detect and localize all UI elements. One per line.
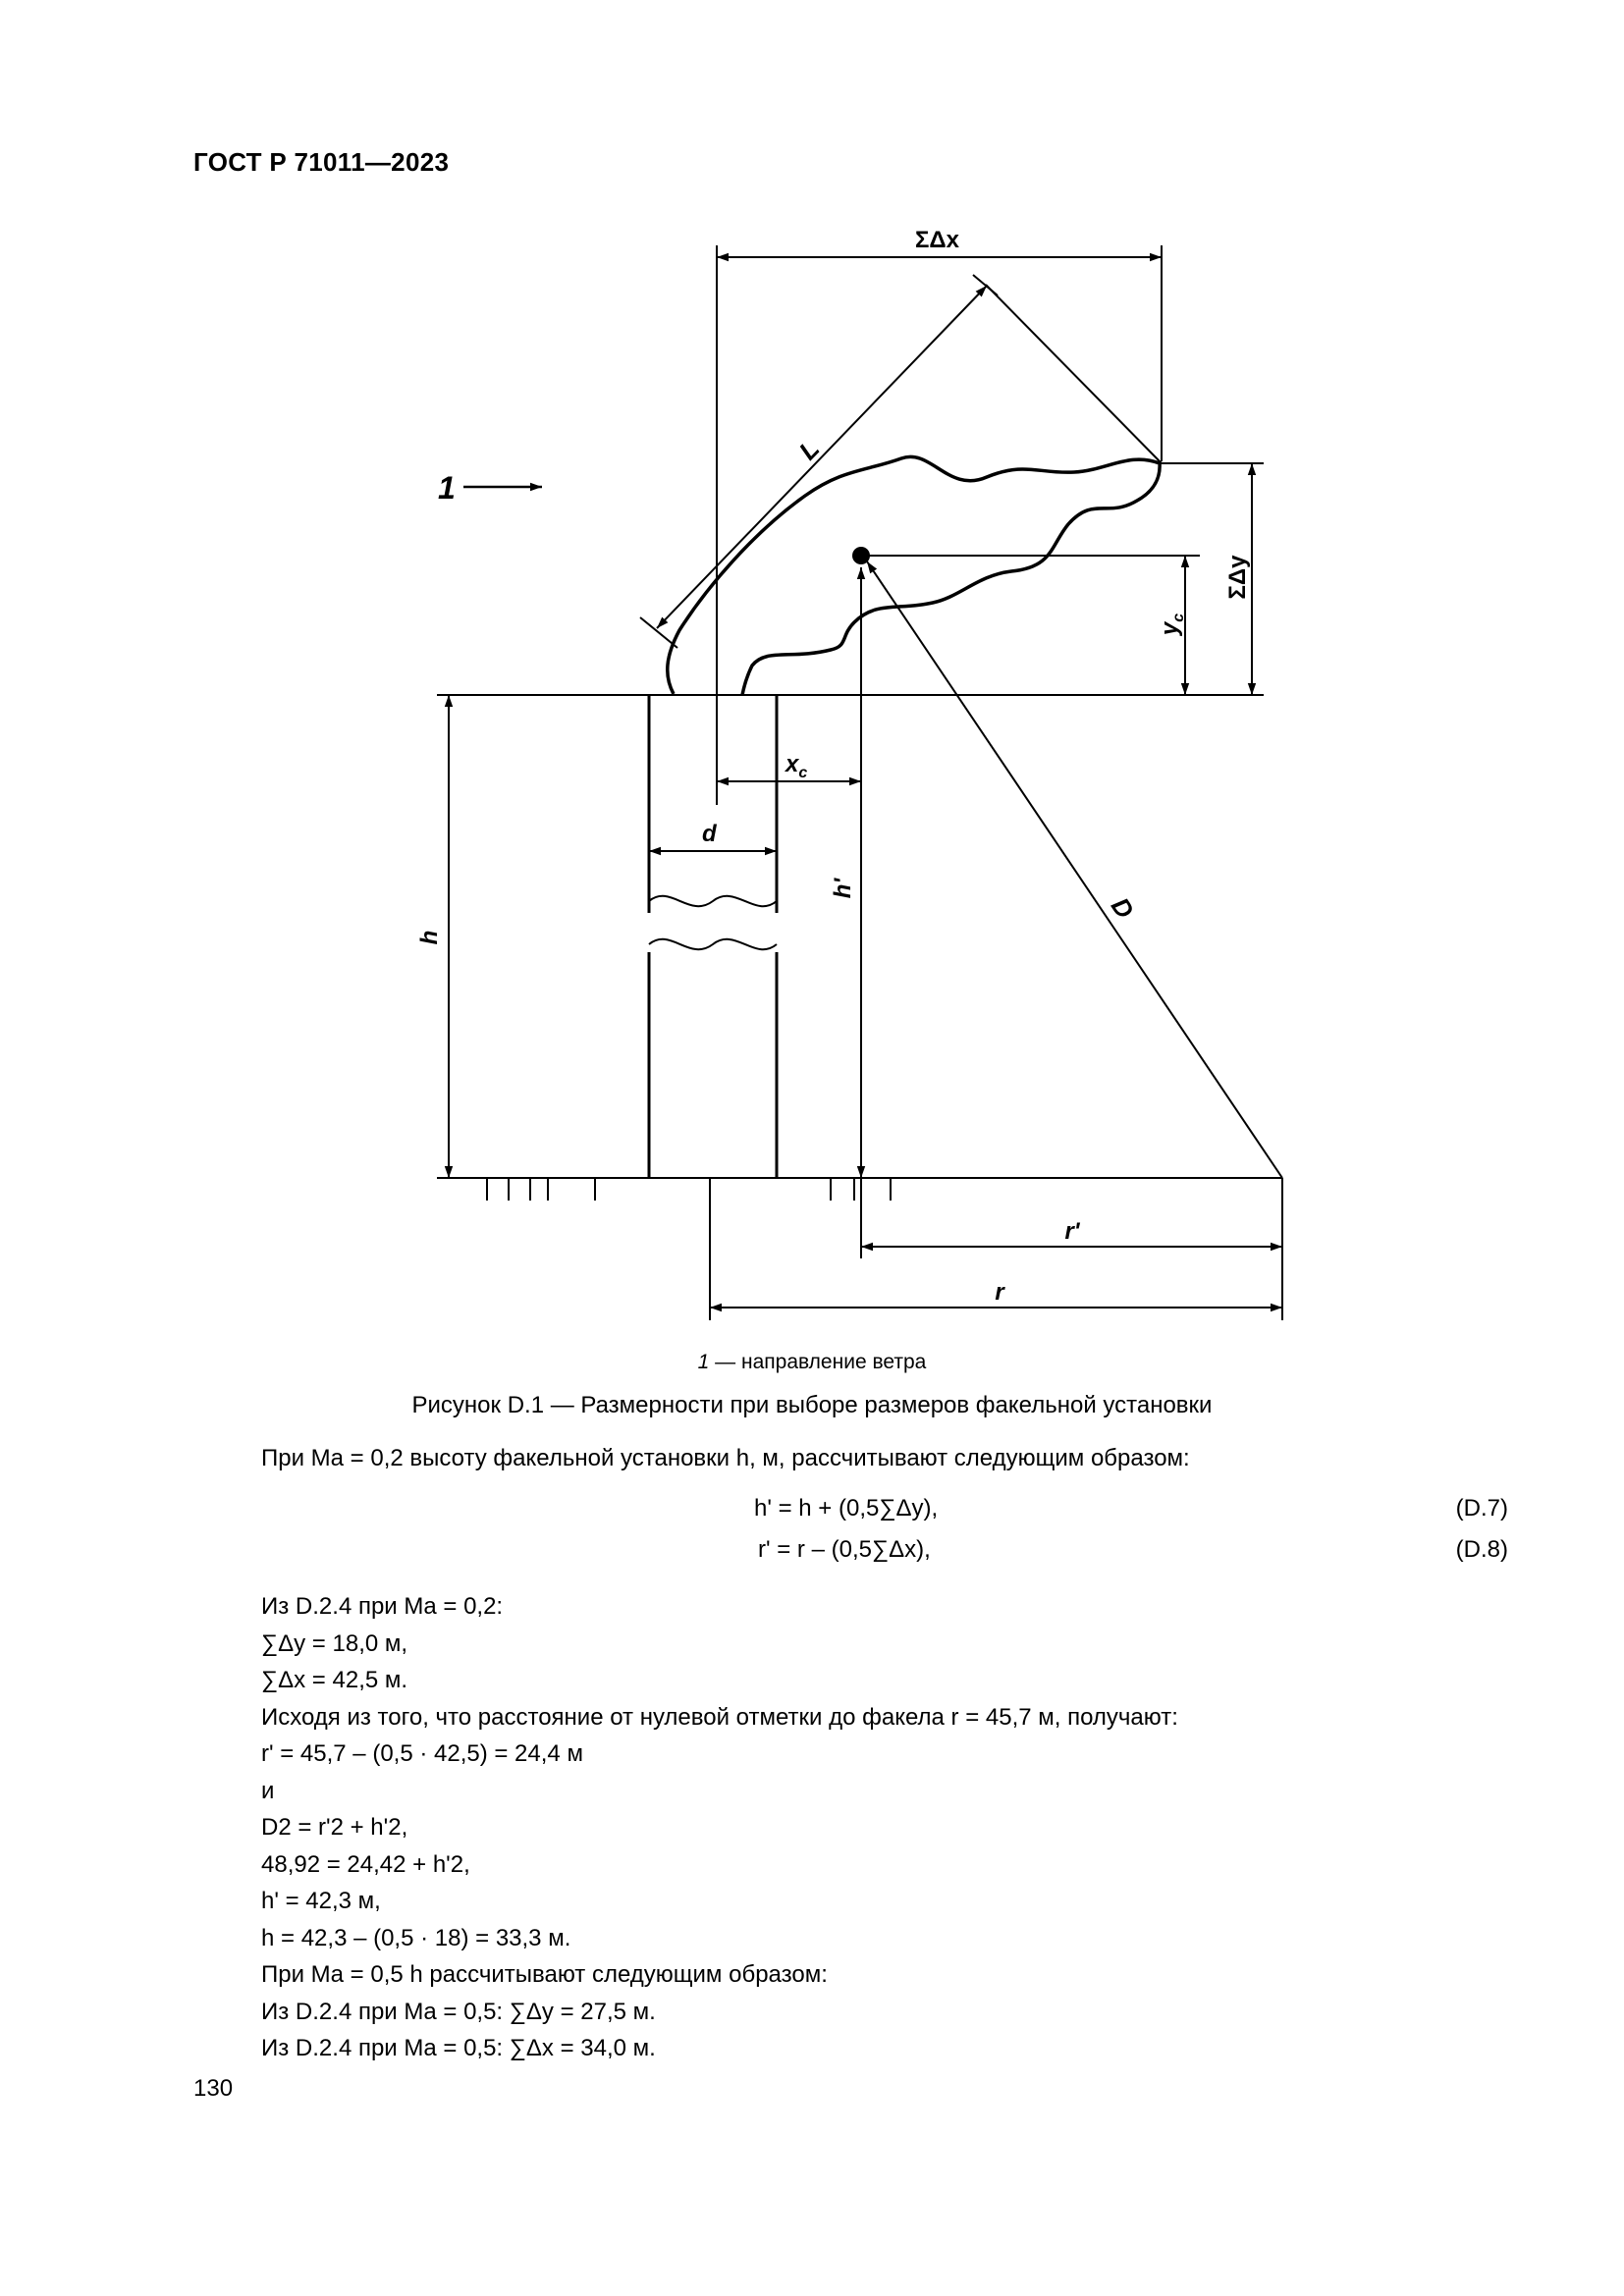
calc-line: и (261, 1777, 275, 1804)
calc-line: Из D.2.4 при Ma = 0,5: ∑Δx = 34,0 м. (261, 2035, 656, 2061)
r-label: r (995, 1279, 1004, 1306)
calc-line: 48,92 = 24,42 + h'2, (261, 1850, 470, 1878)
figure-legend (0, 1351, 1624, 1374)
calc-line: ∑Δx = 42,5 м. (261, 1667, 408, 1693)
yc-label: $y_c$ (1157, 613, 1187, 636)
calc-line: При Ma = 0,5 h рассчитывают следующим образом: (261, 1961, 828, 1988)
calc-line: r' = 45,7 – (0,5 · 42,5) = 24,4 м (261, 1740, 583, 1767)
calc-line: Исходя из того, что расстояние от нулевой отметки до факела r = 45,7 м, получают: (261, 1703, 1178, 1731)
calc-line: h = 42,3 – (0,5 · 18) = 33,3 м. (261, 1924, 571, 1951)
page-number: 130 (193, 2075, 234, 2102)
L-label: L (792, 434, 826, 466)
legend-text: — направление ветра (709, 1351, 927, 1373)
formula-d7-number: (D.7) (1455, 1495, 1508, 1522)
extension-lines (710, 245, 1282, 1320)
D-label: D (1105, 891, 1141, 925)
r-prime-label: r' (1064, 1218, 1080, 1245)
formula-d8-number: (D.8) (1455, 1536, 1508, 1563)
calc-line: Из D.2.4 при Ma = 0,2: (261, 1593, 504, 1620)
calc-line: D2 = r'2 + h'2, (261, 1814, 408, 1841)
flare-stack (649, 695, 777, 1178)
figure-caption: Рисунок D.1 — Размерности при выборе размеров факельной установки (411, 1392, 1213, 1418)
calculation-lines (261, 1588, 1178, 2067)
sum-dy-label: ΣΔy (1224, 555, 1251, 600)
document-header: ГОСТ Р 71011—2023 (193, 147, 450, 177)
intro-paragraph: При Ma = 0,2 высоту факельной установки h, м, рассчитывают следующим образом: (261, 1445, 1190, 1471)
h-prime-label: h' (830, 878, 856, 899)
d-label: d (702, 821, 717, 847)
formula-d7: h' = h + (0,5∑Δy), (754, 1495, 939, 1522)
distance-D-line (867, 561, 1282, 1178)
legend-number: 1 (697, 1351, 710, 1373)
xc-label: $x_c$ (785, 751, 808, 781)
sum-dx-label: ΣΔx (915, 227, 959, 253)
flame-outline (668, 456, 1160, 695)
h-label: h (416, 930, 443, 945)
wind-marker-label: 1 (438, 470, 456, 506)
formula-d8: r' = r – (0,5∑Δx), (758, 1536, 931, 1563)
calc-line: h' = 42,3 м, (261, 1888, 381, 1914)
calc-line: ∑Δy = 18,0 м, (261, 1629, 408, 1657)
ground-hatching (487, 1178, 891, 1201)
calc-line: Из D.2.4 при Ma = 0,5: ∑Δy = 27,5 м. (261, 1998, 656, 2025)
